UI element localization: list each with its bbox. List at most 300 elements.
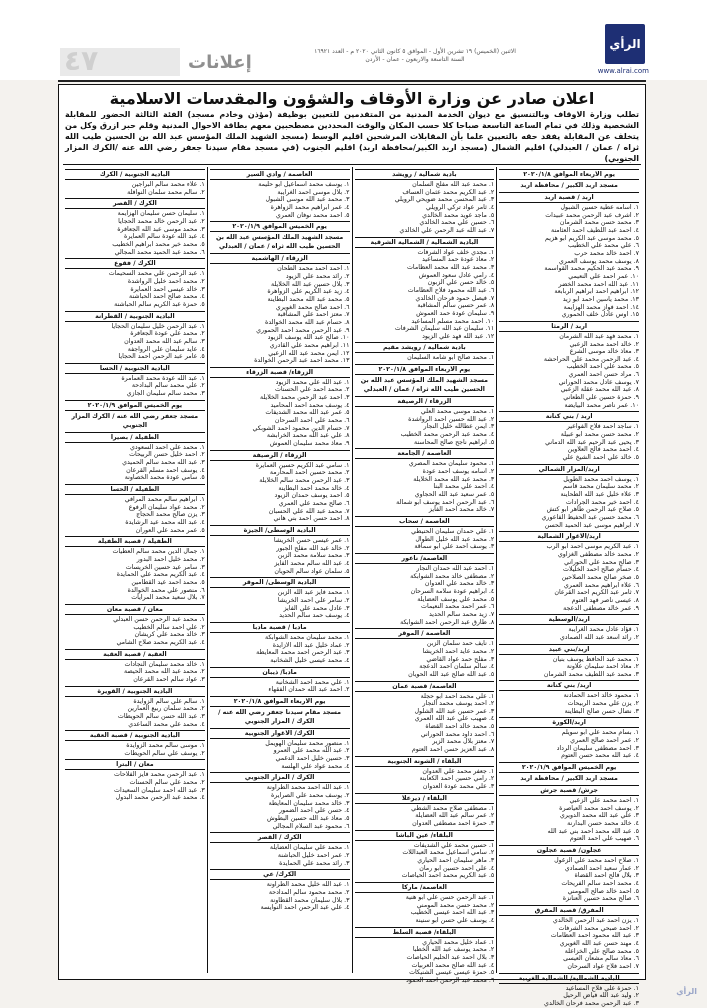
candidate-name: ٣. احمد عبد الرحمن محمد الخلايلة [259,394,350,402]
candidate-name: ١. عبد الرحمن خليل سليمان الحجايا [111,322,205,330]
district-heading: يوم الاربعاء الموافق ٢٠٢٠/١/٨ [210,696,350,707]
candidate-name: ١٤. احمد فواز محمد الهزايمة [563,303,639,311]
candidate-name: ٢. محمد علي عودة الجعافرة [130,330,205,338]
district-heading: اربد/الاغوار الشمالية [499,531,639,542]
candidate-name: ٣. عبد الله محمود احمد العظامات [550,932,639,940]
candidate-name: ١. عبد الرحمن حسن علي ابو هنية [405,893,495,901]
district-block [355,927,495,985]
district-heading: بادية شمالية / رويشد [355,169,495,180]
candidate-name: ٣. مفلح حمد عواد القاضي [426,655,495,663]
candidate-name: ٥. ماجد عويد محمد الخالدي [422,211,495,219]
candidate-name: ٣. صالح محمد علي الحوراني [564,558,639,566]
candidate-name: ٨. طارق عبد الرحمن احمد الشوابكة [400,618,495,626]
candidate-name: ١. عبد الله عودة محمد العمامرة [121,374,205,382]
candidate-name: ٤. عبد الله محمد عيد الرشايدة [125,519,205,527]
candidate-name: ٥. عامر عبد الرحمن احمد الحجايا [118,353,205,361]
district-block [355,830,495,880]
candidate-name: ٣. يزن صالح محمد الحجاج [136,511,205,519]
district-heading: العقبة / قصبة العقبة [65,649,205,660]
district-heading: الكرك/ عي [210,869,350,880]
candidate-name: ١. يزن احمد عبد الرحمن الخالدي [552,916,639,924]
candidate-name: ١. مصطفى صلاح محمد الشطي [411,804,495,812]
candidate-name: ٢. عبد الكريم محمد عثمان العساف [402,188,495,196]
district-block [499,169,639,190]
candidate-name: ١. احمد احمد محمد الطحان [277,265,350,273]
candidate-name: ١. خالد محمد سليمان النجادات [124,660,205,668]
announcement-intro: تطلب وزارة الاوقاف وبالتنسيق مع ديوان الخدمة المدنية من المتقدمين للتعيين بوظيفة (مؤذن وخادم مسجد) الفئة الثالثة الحضور للمقابلة الشخصية وذلك في تمام الساعة التاسعة صباحا كلا حسب المكان والوقت المحددين مصطحبين معهم بطاقة الاحوال المدنية وقلم حبر ازرق وكل من يتخلف عن المقابلة يفقد حقه بالتعيين علما بأن المقابلات المرشحين اقليم الوسط (مسجد الشهيد الملك المؤسس عبد الله بن الحسين طيب الله ثراه / عمان / العبدلي) اقليم الشمال (مسجد اربد الكبير/محافظة اربد) اقليم الجنوب (في مسجد مقام سيدنا جعفر رضي الله عنه /الكرك المزار الجنوبي) [65,110,639,163]
candidate-name: ٢. سامر علي احمد الخريشا [277,596,350,604]
district-heading: البادية الوسطى/ الموقر [210,577,350,588]
district-heading: الزرقاء / الهاشمية [210,253,350,264]
candidate-name: ٣. عواد سالم احمد القرعان [133,675,205,683]
candidate-name: ٦. محمد علي احمد السرحان [274,417,350,425]
candidate-name: ١. مجدي خلف عواد الشرفات [417,248,495,256]
candidate-name: ١. عبد الله احمد محمد الطراونة [266,784,350,792]
district-heading: المفرق/ قصبة المفرق [499,905,639,916]
candidate-name: ١. محمد فهد عبد الله الشرمان [559,332,639,340]
candidate-name: ٢. محمد احمد خليل الرواشدة [127,277,205,285]
candidate-name: ٦. عبد الرحمن احمد يوسف ابو شمالة [396,498,495,506]
candidate-name: ١. احمد محمد علي الزعبي [569,797,639,805]
candidate-name: ٥. صلاح عبد الرحمن طاهر ابو كتش [546,506,639,514]
candidate-name: ٧. احمد فلاح عواد السرحان [567,962,639,970]
candidate-name: ١٣. محمد احمد عبد الرحمن الخوالدة [254,357,350,365]
district-heading: اربد/المزار الشمالي [499,464,639,475]
district-block [210,221,350,251]
candidate-name: ١١. ابراهيم محمد علي القادري [269,341,350,349]
candidate-name: ٨. علي عبد الله محمد الخرابشة [266,432,350,440]
district-heading: يوم الاربعاء الموافق ٢٠٢٠/١/٨ [355,364,495,375]
candidate-name: ١. علي محمد احمد الشخانبة [275,678,350,686]
candidate-name: ٢. رائد محمد علي الزيود [285,272,350,280]
district-heading: جرش/ قصبة جرش [499,785,639,796]
candidate-name: ٤. محمد احمد سالم الفريحات [561,879,639,887]
district-heading: البلقاء / الشونة الجنوبية [355,756,495,767]
candidate-name: ١. جعفر محمد علي العدوان [422,767,495,775]
district-heading: مادبا / قصبة مادبا [210,622,350,633]
candidate-name: ٤. احمد عبد اللطيف احمد العثامنة [550,226,639,234]
candidate-name: ٦. علي محمد علي الخطيب [568,242,639,250]
candidate-name: ١. محمد عبد الرحمن حسن العبدلي [113,615,205,623]
candidate-name: ٢. عمر احمد صالح العمري [570,737,639,745]
district-heading: يوم الخميس الموافق ٢٠٢٠/١/٩ [499,762,639,773]
district-block [355,882,495,925]
district-block [210,450,350,523]
candidate-name: ٣. يوسف احمد علي ابو سماقة [414,543,495,551]
candidate-name: ٢. معاذ عودة حمد المساعيد [421,256,495,264]
district-heading: البادية الشمالية/ الشمالية الغربية [499,973,639,984]
candidate-name: ٤. عمر ابراهيم محمد الزواهرة [270,203,350,211]
candidate-name: ٥. حمزة عيسى عيسى الشنيكات [409,969,495,977]
candidate-name: ٢. مصطفى خالد محمد الشوابكة [410,572,495,580]
candidate-name: ٣. خالد عيسى احمد العمايرة [130,285,205,293]
candidate-name: ٩. عبد الرحمن محمد احمد الحموري [256,326,350,334]
district-block [65,311,205,361]
candidate-name: ٢. محمد عبد الله خليل الطوال [415,535,495,543]
candidate-name: ١. علي حمدان سليمان الحنيطي [411,528,495,535]
district-block [210,832,350,867]
candidate-name: ٣. سالم عبد الله محمد العدوان [124,337,205,345]
candidate-name: ١١. عبد الله احمد محمد الخضر [558,280,639,288]
candidate-name: ٤. محمد عبد الرحمن محمد البدول [115,794,205,802]
candidate-name: ١١. سليمان عبد الله سليمان الشرفات [394,325,495,333]
candidate-name: ١. ساجد احمد فلاح الفواعير [566,423,639,431]
district-heading: الطفيلة / بصيرا [65,432,205,443]
district-heading: العاصمة / وادي السير [210,169,350,180]
candidate-name: ٢. احمد خليل حسن الربيحات [129,451,205,459]
candidate-name: ٤. صهيب علي عبد الله العمري [414,715,495,723]
candidate-name: ٢. بلال موسى احمد الغرايبة [277,188,350,196]
candidate-name: ١. عبد الرحمن علي محمد السحيمات [108,270,205,278]
candidate-name: ٢. عبد الله محمد علي العمرو [273,747,350,755]
candidate-name: ٥. حمزة عبد الكريم سالم الحباشنة [114,300,205,308]
intro-divider [63,164,641,165]
district-block [355,342,495,362]
candidate-name: ٣. بلال احمد عبد الحليم الحياصات [406,953,495,961]
district-heading: يوم الخميس الموافق ٢٠٢٠/١/٩ [65,400,205,411]
candidate-name: ٥. خالد حسن علي الزبون [427,279,495,287]
candidate-name: ١. محمد سليمان محمد الشوابكة [264,633,350,641]
candidate-name: ٤. ابراهيم عودة سلامة السرحان [410,587,495,595]
candidate-name: ٨. عمر حسين سالم المشاقبة [417,302,495,310]
candidate-name: ٩. محمد عبد الحكيم محمد القواسمة [544,265,639,273]
candidate-name: ٢. محمد عواد سليمان الرفوع [128,503,205,511]
district-block [499,531,639,612]
district-heading: معان / البترا [65,759,205,770]
candidate-name: ٥. محمد احمد عيد القطامين [131,578,205,586]
district-block [499,762,639,783]
venue-heading: مسجد الشهيد الملك المؤسس عبد الله بن الحسين طيب الله ثراه / عمان / العبدلي [215,234,344,251]
venue-heading: مسجد اربد الكبير / محافظة اربد [520,775,618,783]
candidate-name: ٤. محمد علي محمد الساعدي [128,720,205,728]
district-block [355,793,495,828]
district-heading: الطفيلة / الحسا [65,484,205,495]
candidate-name: ١. محمد علي سليمان العضايلة [269,844,350,852]
candidate-name: ٤. يوسف علي حسن ابو سنينة [415,916,495,924]
candidate-name: ١. عبد الرحمن محمد فايز الفلاحات [114,771,205,779]
district-heading: البلقاء / ديرعلا [355,793,495,804]
candidate-name: ٦. محمد عبد الحميد محمد المجالي [114,248,205,256]
district-block [210,667,350,694]
candidate-name: ٣. بلال فالح احمد القضاة [574,872,639,880]
candidate-name: ١. محمد عبد الله مفلح السلمان [412,181,495,188]
candidate-name: ٧. خالد محمد احمد الفايز [428,506,495,514]
candidate-name: ٤. يوسف احمد مسلم القرعان [126,466,205,474]
candidate-name: ٤. عبد الله صالح محمد العربيات [411,961,495,969]
district-block [499,464,639,530]
candidate-name: ٧. زيد محمد سالم الحديد [428,610,495,618]
candidate-name: ٦. صالح محمد حسين العنانزة [562,895,639,903]
candidate-name: ١. صلاح احمد محمد علي الزغول [554,857,639,864]
candidate-name: ٤. عايد سليمان علي الرواجفة [127,345,205,353]
candidate-name: ٥. سامي عودة محمد الخصاونة [124,474,205,482]
candidate-name: ٢. خالد احمد محمد الزعبي [569,340,639,348]
candidate-name: ٧. ثامر عبد الكريم احمد القرعان [554,589,639,597]
district-block [355,628,495,678]
candidate-name: ٨. احمد حسن احمد بني هاني [273,515,350,523]
candidate-name: ٢. يوسف محمد علي الصرايرة [270,792,350,800]
candidate-name: ١. موسى سالم محمد الزوايدة [126,742,205,750]
candidate-name: ٦. عمر احمد محمد النعيمات [421,603,495,611]
district-block [499,845,639,903]
candidate-name: ٧. عبد الله عبد الرحمن علي الخالدي [399,226,495,234]
candidate-name: ١٣. محمد ياسين احمد ابو زيد [562,295,639,303]
candidate-name: ٣. عبد المحسن محمد ضويحي الرويلي [394,196,495,204]
district-heading: العاصمة / الموقر [355,628,495,639]
candidate-name: ١. عبد الله خليل محمد الطراونة [266,881,350,889]
district-block [65,759,205,802]
candidate-name: ٢. رائد اسعد عبد الله الصمادي [559,633,639,641]
candidate-name: ٦. عبد الله محمود فلاح العظامات [407,286,495,294]
district-heading: الكرك/ الاغوار الجنوبية [210,728,350,739]
candidate-name: ٣. عبد الله احمد عيسى الخطيب [410,909,495,917]
candidate-name: ١. علاء محمد سالم البراجين [131,181,205,188]
district-block [210,696,350,726]
district-block [499,644,639,679]
district-block [499,905,639,971]
candidate-name: ٤. حسن علي احمد الضمور [279,807,350,815]
candidate-name: ٥. احمد محمد نوفان العمري [275,211,350,219]
district-heading: اربد/الوسطية [499,614,639,625]
district-heading: اربد / بني كنانة [499,411,639,422]
district-block [355,553,495,626]
page-header [0,0,707,80]
candidate-name: ٤. محمد عبد الرحمن محمد الخطيب [400,431,495,439]
district-block [355,364,495,394]
candidate-name: ٦. محمد حسين عبد الحفيظ الفاعوري [541,513,639,521]
candidate-name: ٨. عبد الله محمد عقلة الزعبي [560,386,639,394]
candidate-name: ٣. سامر عيد حسين الخريسات [125,563,205,571]
district-heading: الكرك / فقوع [65,258,205,269]
district-heading: البادية الوسطى/ الجيزة [210,525,350,536]
candidate-name: ٥. عمر محمد علي العوران [135,526,205,534]
issue-info [250,48,580,64]
candidate-name: ٢. سالم محمد سلمان النوافلة [127,188,205,196]
section-label: إعلانات [188,52,252,73]
candidate-name: ٢. علي احمد سالم الخطيب [133,623,205,631]
candidate-name: ٤. احمد خير محمد الجرادات [565,498,639,506]
district-block [499,321,639,410]
candidate-name: ٥. ابراهيم ناجح صالح المحاسنة [413,438,495,446]
candidate-name: ٧. معتز بلال محمد الزير [432,738,495,746]
candidate-name: ٣. عبد الله احمد سليمان السعيدات [114,786,205,794]
district-block [210,525,350,575]
candidate-name: ٣. محمد حسن محمد الشرمان [559,219,639,227]
candidate-column [352,167,497,984]
candidate-name: ١٠. عمر ناصر محمد البيايضة [564,401,639,409]
candidate-name: ٢. محمد يوسف عبد الله الخطبا [412,946,495,954]
candidate-name: ١. حسين محمد علي الشديفات [413,841,495,849]
candidate-column [63,167,207,973]
candidate-name: ٣. خالد محمد سليمان المعايطة [268,799,350,807]
candidate-name: ٤. عبد الكريم محمد صلاح الشامي [116,638,205,646]
candidate-name: ٢. يوسف احمد محمد العياصرة [559,804,639,812]
candidate-name: ٥. محمد عبد الله محمد البطاينة [267,295,350,303]
candidate-name: ٣. عمر حسين عبد الله الشلول [414,707,495,715]
district-heading: العاصمة/ ناعور [355,553,495,564]
district-heading: الطفيلة / قصبة الطفيلة [65,536,205,547]
candidate-name: ٢. محمد محمود سالم المدادحة [268,889,350,896]
candidate-name: ٣. رائد محمد علي الحمايدة [279,859,350,867]
district-heading: بادية شمالية / رويشد مقيم [355,342,495,353]
candidate-name: ٤. عبد الله محمد حسن العتوم [561,752,639,760]
candidate-name: ٤. احمد علي محمد البنا [433,483,495,491]
candidate-name: ٣. محمد موسى عبد الله الجعافرة [117,225,205,233]
district-block [65,536,205,602]
candidate-name: ٢. عمر سالم عبد الله العضايلة [415,812,495,820]
district-heading: اربد / قصبة اربد [499,192,639,203]
candidate-name: ٥. محمد علي يوسف العضايلة [417,595,495,603]
district-heading: الزرقاء / الرصيفة [355,396,495,407]
candidate-name: ١. جمال الدين محمد سالم العطيات [112,548,205,556]
candidate-name: ٢. محمد حسن محمد المومني [416,901,495,909]
district-block [65,604,205,647]
candidate-name: ٧. يوسف عادل محمد الحوراني [558,378,639,386]
candidate-name: ١. عمر عيسى حسن الخريشا [273,536,350,544]
candidate-name: ٢. محمد حسين احمد المحارمة [269,469,350,477]
candidate-name: ٢. خالد عبد الله مفلح الجبور [276,544,350,552]
candidate-name: ٥. معاذ عبد الله حسين البطوش [266,815,350,823]
candidate-name: ١. فؤاد عادل محمد الغرايبة [568,626,639,634]
district-block [355,756,495,791]
candidate-name: ٥. احمد خالد صالح المومني [567,887,639,895]
candidate-name: ١٠. عمر احمد علي النعيمي [568,272,639,280]
candidate-name: ٣. عادل محمد علي الفايز [283,604,350,612]
candidate-name: ٢. معاذ احمد سليمان علاونة [566,663,639,671]
district-block [210,577,350,620]
candidate-name: ١٥. اوس عادل خلف الحموري [561,311,639,319]
district-block [499,717,639,760]
candidate-name: ٩. معاذ محمد سليمان العموش [269,440,350,448]
candidate-name: ١. محمود خالد احمد الحمادنة [563,692,639,700]
candidate-name: ٣. خالد محمد علي كريشان [134,631,205,639]
candidate-name: ٢. محمد سليمان محمد قاسم [562,483,639,491]
candidate-name: ٢. علي محمد سالم البدادحة [131,382,205,390]
candidate-name: ١. محمد علي احمد السعودي [129,443,205,451]
candidate-name: ٥. محمد صالح علي الخزاعلة [564,947,639,955]
candidate-name: ٢. محمد خالد مصطفى الغزاوي [557,550,639,558]
candidate-name: ٤. محمد عواد علي الهلسة [281,762,350,770]
candidate-column [496,167,641,1007]
district-block [65,400,205,430]
district-heading: اربد/الكورة [499,717,639,728]
candidate-name: ٢. يزن علي محمد الربيحات [567,700,639,708]
candidate-name: ١. اسامه عطية حسين الشبول [560,204,639,211]
candidate-name: ٤. محمد صالح احمد الحباشنة [129,293,205,301]
candidate-name: ٩. حمزة حسين علي الطعاني [563,394,639,402]
candidate-name: ٧. حسام الدين محمود احمد الشوبكي [252,424,350,432]
candidate-name: ٦. صهيب علي احمد العتوم [569,835,639,843]
candidate-name: ٨. حسام عبد الله محمد الخوالدة [265,318,350,326]
district-block [65,730,205,757]
candidate-name: ٥. عبد الله صالح عبد الله الحويان [408,670,495,678]
district-heading: البادية الشمالية / الشمالية الشرقية [355,237,495,248]
candidate-name: ٢. اشرف عبد الرحمن محمد عبيدات [545,211,639,219]
candidate-name: ٤. سالم سلمان احمد الدعجة [419,663,495,671]
district-heading: العاصمة/ قصبة عمان [355,681,495,692]
candidate-name: ٤. علي احمد حسين ابو رمان [419,864,495,872]
district-block [65,363,205,398]
candidate-name: ٢. يوسف علي سالم الحويطات [124,749,205,757]
district-heading: الزرقاء / الرصيفة [210,450,350,461]
candidate-name: ٢. عماد خليل عبد الله الازايدة [272,641,350,649]
candidate-name: ١. عبد الله علي محمد الزيود [275,378,350,386]
district-heading: اربد/بني عبيد [499,644,639,655]
candidate-name: ٣. يحيى عبد الرحيم عبد الله الدماني [545,438,639,446]
candidate-name: ٤. عبد الله عودة سالم العمايرة [124,233,205,241]
candidate-name: ٥. احمد يوسف حمدان الزيود [274,492,350,500]
district-heading: الزرقاء/ قصبة الزرقاء [210,367,350,378]
candidate-name: ١. يوسف احمد محمد الطويل [563,475,639,483]
candidate-name: ٤. مهند حسن عبد الله الغويري [559,939,639,947]
candidate-name: ١. ابراهيم سالم محمد المرافي [124,496,205,504]
candidate-name: ٧. محمد عبد الله علي الحسبان [268,507,350,515]
candidate-name: ٣. علي محمد عودة العدوان [422,783,495,791]
newspaper-website: www.alrai.com [597,67,649,75]
header-divider [58,80,646,82]
district-block [355,169,495,235]
district-block [499,973,639,1008]
candidate-name: ٣. حسين خليل احمد الدغمي [275,755,350,763]
candidate-name: ١. عبد الكريم موسى احمد ابو الرب [546,543,639,551]
candidate-name: ١. محمود سليمان محمد المصري [408,460,495,468]
district-block [499,192,639,319]
district-block [355,396,495,446]
district-block [355,516,495,551]
district-block [355,237,495,341]
candidate-name: ٤. عبد الكريم محمد علي الحمايدة [116,571,205,579]
corner-watermark-logo: الرأي [676,987,697,996]
candidate-name: ٦. حسين علي محمد الخالدي [419,219,495,227]
candidate-name: ٢. محمد عايد احمد الخريشا [422,647,495,655]
candidate-name: ١. محمد فايز عبد الله الزبن [277,589,350,597]
candidate-name: ٢. عمار سعيد احمد الصمادي [564,864,639,872]
district-block [65,432,205,482]
district-block [65,649,205,684]
candidate-name: ٢. سامي اسماعيل محمد العبداللات [402,849,495,857]
district-block [210,253,350,365]
issue-info-line: السنة التاسعة والاربعون - عمان - الأردن [365,56,465,63]
district-block [210,869,350,912]
candidate-name: ٥. عبد الكريم محمد احمد الحياصات [401,872,495,880]
candidate-name: ٧. احمد خالد محمد حرب [574,249,639,257]
announcement-frame [58,84,646,1007]
candidate-name: ٢. اسامه يوسف احمد عودة [422,468,495,476]
candidate-name: ٣. خالد محمد علي العدوان [424,580,495,588]
candidate-name: ٢. محمد سلمان ربيع العمارين [127,705,205,713]
district-heading: العاصمة/ ماركا [355,882,495,893]
candidate-name: ٢. احمد يوسف محمد النجار [422,700,495,708]
candidate-name: ٤. زيد عبد الكريم علي الزواهرة [267,288,350,296]
candidate-name: ٣. محمد عبد الله محمد الخلايلة [413,475,495,483]
candidate-name: ٥. محمد خالد احمد القضاة [425,723,495,731]
candidate-name: ٦. محمد عبد الرحمن احمد الحمود [406,976,495,984]
district-block [210,728,350,771]
candidate-name: ٤. خالد محمد احمد البطاينة [278,484,350,492]
district-block [499,785,639,843]
district-heading: مادبا/ ذيبان [210,667,350,678]
candidate-name: ٤. حسام صالح احمد الخليلات [563,566,639,574]
candidate-name: ٢. محمد عبد الله محمد الحيصة [124,668,205,676]
candidate-name: ٣. محمد سالم سليمان الجازي [126,390,205,398]
district-heading: العاصمة / الجامعة [355,448,495,459]
district-heading: العاصمة / سحاب [355,516,495,527]
district-heading: اربد / الرمثا [499,321,639,332]
candidate-name: ٥. عمر عبد الله محمد الشديفات [265,409,350,417]
candidate-name: ١٢. ايمن محمد عبد الله الزعبي [268,349,350,357]
candidate-name: ٢. رامي حسين احمد الكعابنة [419,775,495,783]
candidate-name: ٤. عبد الرحمن محمد علي الحراحشة [543,355,639,363]
